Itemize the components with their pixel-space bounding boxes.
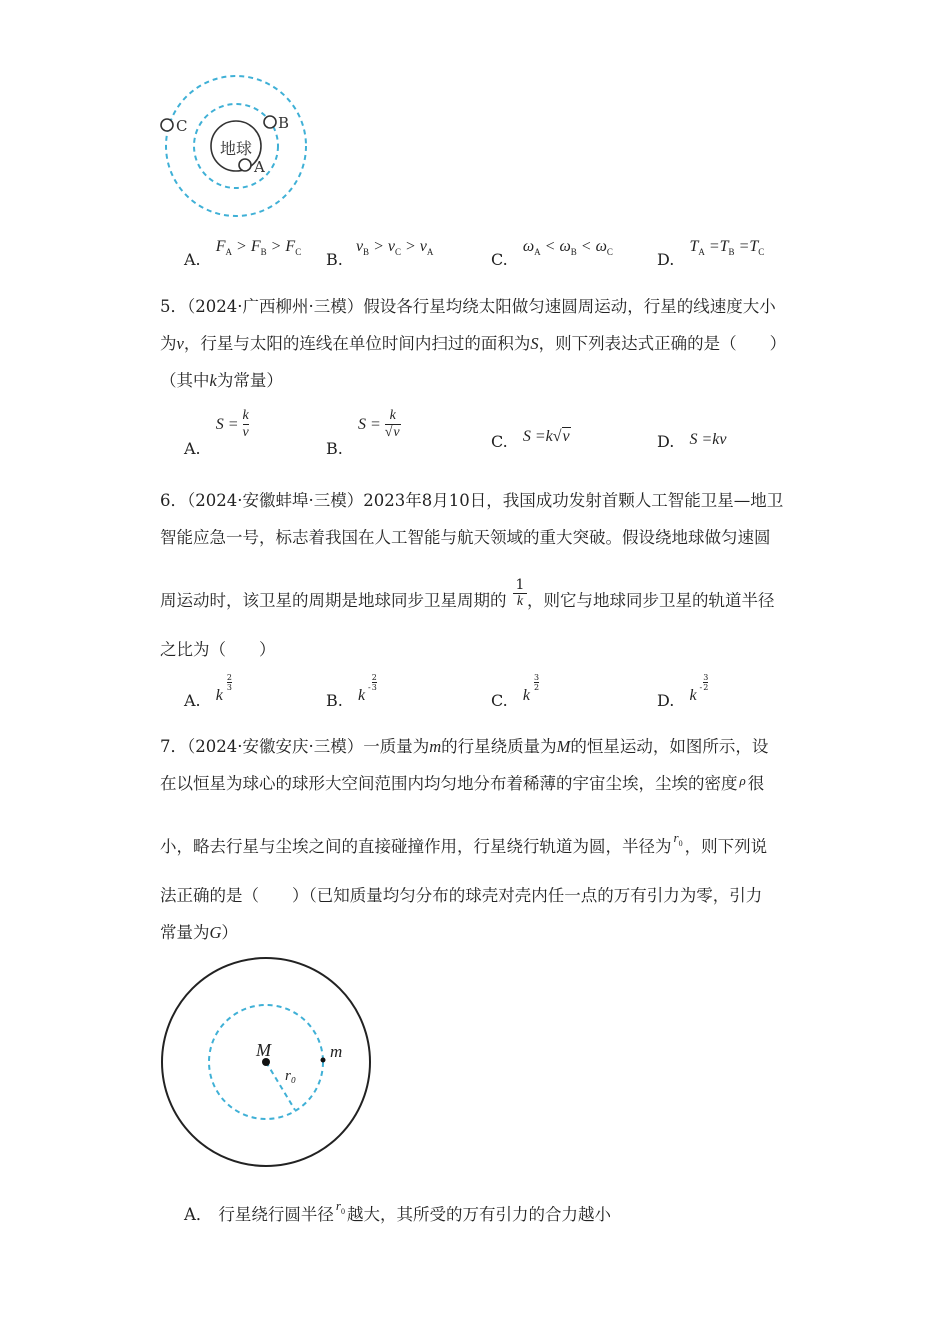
option-letter: D.	[657, 250, 675, 269]
q7-line1: 7．（2024·安徽安庆·三模）一质量为m的行星绕质量为M的恒星运动，如图所示，设	[160, 737, 769, 756]
q5-option-a[interactable]: A. S = $\frac{k}{v}$	[184, 408, 249, 459]
option-letter: B.	[326, 250, 343, 269]
option-formula: $F_A > F_B > F_C$	[215, 238, 302, 257]
planet-dot	[321, 1058, 326, 1063]
q4-option-c[interactable]	[491, 238, 613, 269]
star-label: M	[256, 1040, 271, 1060]
q7-line2: 在以恒星为球心的球形大空间范围内均匀地分布着稀薄的宇宙尘埃，尘埃的密度 $^\rho$ 很	[160, 773, 765, 793]
q5-option-b[interactable]: B. S = $\frac{k}{√v}$	[326, 408, 400, 459]
star-figure	[158, 955, 378, 1167]
label-b: B	[278, 114, 290, 132]
q5-line1: 5．（2024·广西柳州·三模）假设各行星均绕太阳做匀速圆周运动，行星的线速度大小	[160, 297, 776, 316]
q4-option-b[interactable]	[326, 238, 434, 269]
option-formula: $T_A =T_B =T_C$	[689, 238, 765, 257]
q7-line5: 常量为G）	[160, 923, 238, 942]
option-formula: $v_B > v_C > v_A$	[355, 238, 434, 257]
label-a: A	[254, 158, 265, 176]
q6-option-b[interactable]: B. k - $\frac{2}{3}$	[326, 673, 377, 710]
earth-label: 地球	[220, 139, 253, 158]
satellite-a	[239, 159, 251, 171]
satellite-c	[161, 119, 173, 131]
q5-line3: （其中k为常量）	[160, 371, 283, 390]
q7-line4: 法正确的是（ ）（已知质量均匀分布的球壳对壳内任一点的万有引力为零，引力	[160, 886, 763, 905]
option-letter: A.	[184, 250, 201, 269]
option-letter: C.	[491, 250, 508, 269]
q6-fraction: 1 k	[513, 577, 527, 610]
q5-number: 5．	[160, 297, 187, 316]
q6-option-d[interactable]: D. k - $\frac{3}{2}$	[657, 673, 709, 710]
q7-line3: 小，略去行星与尘埃之间的直接碰撞作用，行星绕行轨道为圆，半径为 $^{r_0}$ ，则下列说	[160, 830, 768, 856]
q6-line3-rest: ，则它与地球同步卫星的轨道半径	[527, 591, 775, 610]
q6-line3: 周运动时，该卫星的周期是地球同步卫星周期的	[160, 591, 507, 610]
label-c: C	[176, 117, 188, 135]
q7-option-a[interactable]: A． 行星绕行圆半径 $^{r_0}$ 越大，其所受的万有引力的合力越小	[184, 1198, 611, 1224]
q6-option-c[interactable]: C. k $\frac{3}{2}$	[491, 673, 540, 710]
radius-label: r₀	[285, 1068, 297, 1084]
q6-line2: 智能应急一号，标志着我国在人工智能与航天领域的重大突破。假设绕地球做匀速圆	[160, 528, 771, 547]
q6-option-a[interactable]: A. k $\frac{2}{3}$	[184, 673, 232, 710]
option-formula: $\omega_A < \omega_B < \omega_C$	[522, 238, 613, 257]
q4-option-d[interactable]	[657, 238, 765, 269]
q5-option-c[interactable]: C. S =k√v	[491, 428, 570, 451]
q6-line4: 之比为（ ）	[160, 640, 276, 659]
planet-label: m	[330, 1042, 343, 1061]
q5-line2: 为v，行星与太阳的连线在单位时间内扫过的面积为S，则下列表达式正确的是（ ）	[160, 334, 787, 353]
q6-number: 6．	[160, 491, 187, 510]
satellite-b	[264, 116, 276, 128]
q7-number: 7．	[160, 737, 187, 756]
q4-option-a[interactable]	[184, 238, 302, 269]
q6-line1: 6．（2024·安徽蚌埠·三模）2023年8月10日，我国成功发射首颗人工智能卫星—地卫	[160, 491, 784, 510]
q5-option-d[interactable]: D. S =kv	[657, 431, 727, 451]
